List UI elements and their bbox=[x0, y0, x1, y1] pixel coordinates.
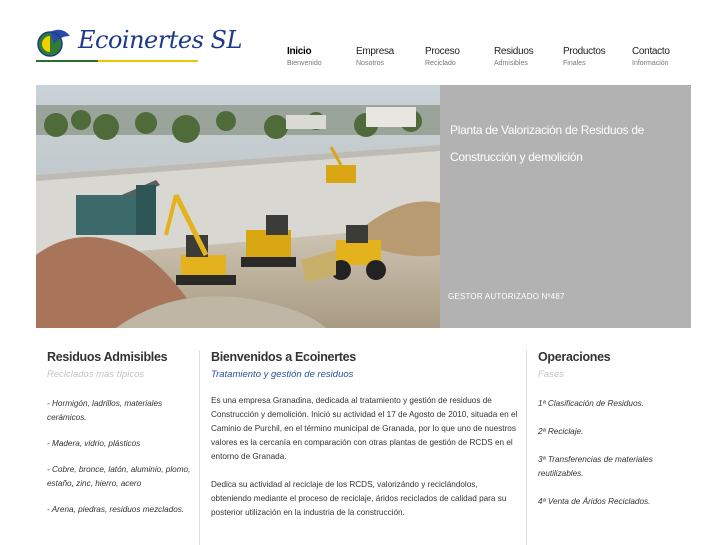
nav-item-proceso[interactable] bbox=[425, 46, 460, 67]
column-divider bbox=[199, 350, 200, 545]
operaciones-section bbox=[538, 350, 698, 523]
list-item: - Madera, vidrio, plásticos bbox=[47, 439, 141, 448]
column-divider bbox=[526, 350, 527, 545]
section-title: Residuos Admisibles bbox=[47, 350, 168, 364]
section-subtitle: Fases bbox=[538, 369, 564, 380]
hero-title: Planta de Valorización de Residuos de Construcción y demolición bbox=[450, 123, 645, 164]
nav-label: Productos bbox=[563, 46, 606, 57]
logo-underline-green bbox=[36, 60, 98, 62]
nav-item-inicio[interactable] bbox=[287, 46, 322, 67]
list-item: 3ª Transferencias de materiales reutilizables. bbox=[538, 455, 653, 478]
list-item: 1ª Clasificación de Residuos. bbox=[538, 399, 644, 408]
intro-text bbox=[211, 394, 519, 520]
section-subtitle: Reciclados más típicos bbox=[47, 369, 145, 380]
logo-text: Ecoinertes SL bbox=[78, 26, 242, 54]
nav-label: Residuos bbox=[494, 46, 534, 57]
list-item: - Hormigón, ladrillos, materiales cerámicos. bbox=[47, 399, 163, 422]
paragraph: Dedica su actividad al reciclaje de los RCDS, valorizándo y reciclándolos, obteniendo mediante el proceso de reciclaje, áridos reciclados de calidad para su posterior utilización en la industria de la construcción. bbox=[211, 480, 507, 517]
list-item: - Cobre, bronce, latón, aluminio, plomo, estaño, zinc, hierro, acero bbox=[47, 465, 191, 488]
list-item: - Arena, piedras, residuos mezclados. bbox=[47, 505, 185, 514]
residuos-admisibles-section bbox=[47, 350, 197, 529]
nav-label: Contacto bbox=[632, 46, 670, 57]
section-title: Operaciones bbox=[538, 350, 611, 364]
section-title: Bienvenidos a Ecoinertes bbox=[211, 350, 356, 364]
nav-item-residuos[interactable] bbox=[494, 46, 533, 67]
recycling-plant-photo bbox=[36, 85, 440, 328]
nav-item-contacto[interactable] bbox=[632, 46, 670, 67]
bienvenidos-section bbox=[211, 350, 519, 534]
list-item: 4ª Venta de Áridos Reciclados. bbox=[538, 497, 651, 506]
hero-banner bbox=[36, 85, 691, 328]
hero-footer-text: GESTOR AUTORIZADO Nº487 bbox=[448, 292, 565, 301]
hero-text-panel bbox=[440, 85, 691, 328]
operaciones-list bbox=[538, 397, 698, 509]
nav-label: Empresa bbox=[356, 46, 394, 57]
nav-sublabel: Admisibles bbox=[494, 60, 528, 67]
nav-sublabel: Reciclado bbox=[425, 60, 456, 67]
nav-label: Inicio bbox=[287, 46, 312, 57]
recycle-leaf-icon bbox=[36, 26, 72, 58]
hero-photo bbox=[36, 85, 440, 328]
residuos-list bbox=[47, 397, 197, 517]
nav-label: Proceso bbox=[425, 46, 460, 57]
nav-sublabel: Bienvenido bbox=[287, 60, 322, 67]
list-item: 2ª Reciclaje. bbox=[538, 427, 584, 436]
nav-sublabel: Nosotros bbox=[356, 60, 385, 67]
logo-underline-yellow bbox=[98, 60, 198, 62]
nav-sublabel: Finales bbox=[563, 60, 586, 67]
section-subtitle: Tratamiento y gestión de residuos bbox=[211, 369, 354, 380]
nav-sublabel: Información bbox=[632, 60, 669, 67]
nav-item-productos[interactable] bbox=[563, 46, 605, 67]
nav-item-empresa[interactable] bbox=[356, 46, 394, 67]
paragraph: Es una empresa Granadina, dedicada al tratamiento y gestión de residuos de Construcción y demolición. Inició su actividad el 17 de Agosto de 2010, situada en el Caminio de Purchil, en el término municipal de Granada, por lo que uno de nuestros valores es la cercanía en comparación con otras plantas de gestión de RCDS en el entorno de Granada. bbox=[211, 396, 518, 461]
logo[interactable] bbox=[36, 24, 242, 64]
